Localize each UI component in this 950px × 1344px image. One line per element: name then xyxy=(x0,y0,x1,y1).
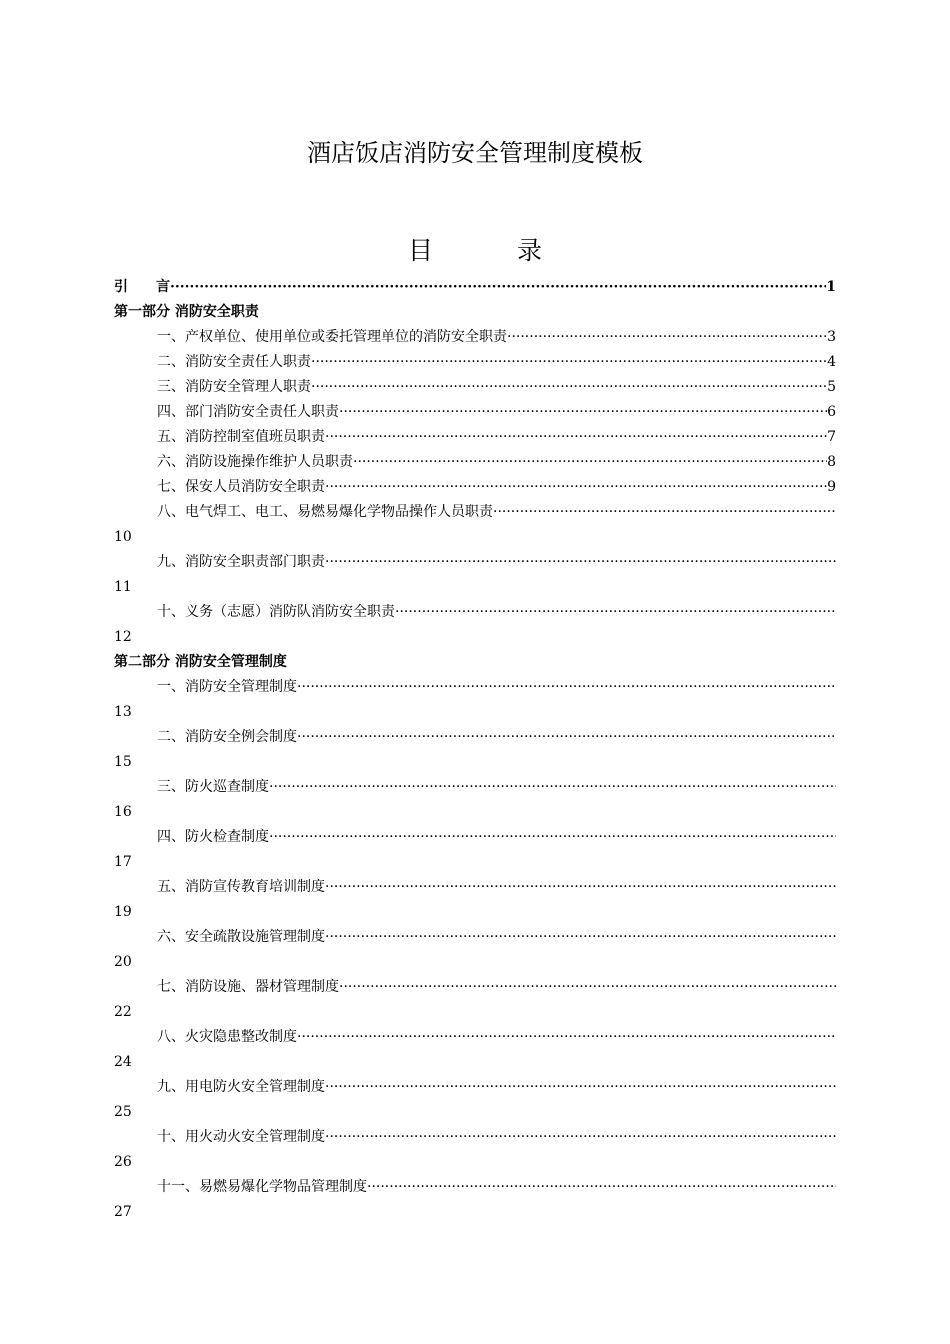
toc-part1-list xyxy=(114,325,836,650)
leader-dots xyxy=(325,1125,836,1150)
toc-entry[interactable] xyxy=(114,775,836,800)
toc-page-number: 13 xyxy=(114,704,132,720)
toc-part2-heading: 第二部分 消防安全管理制度 xyxy=(114,654,287,670)
leader-dots xyxy=(395,600,836,625)
toc-entry-label: 十一、易燃易爆化学物品管理制度 xyxy=(157,1179,367,1195)
toc-page-number: 1 xyxy=(826,279,836,295)
toc-page-number: 25 xyxy=(114,1104,132,1120)
toc-entry[interactable] xyxy=(114,325,836,350)
toc-page-number: 17 xyxy=(114,854,132,870)
leader-dots xyxy=(311,375,827,400)
toc-entry[interactable] xyxy=(114,450,836,475)
leader-dots xyxy=(325,1075,836,1100)
intro-label-b: 言 xyxy=(156,279,170,295)
toc-entry-label: 七、消防设施、器材管理制度 xyxy=(157,979,339,995)
toc-entry-label: 六、消防设施操作维护人员职责 xyxy=(157,454,353,470)
toc-page-number: 6 xyxy=(827,404,836,420)
toc-entry[interactable] xyxy=(114,925,836,950)
toc-entry-label: 四、部门消防安全责任人职责 xyxy=(157,404,339,420)
toc-page-number: 12 xyxy=(114,629,132,645)
toc-entry-label: 九、消防安全职责部门职责 xyxy=(157,554,325,570)
toc-page-number: 22 xyxy=(114,1004,132,1020)
toc-entry-label: 一、消防安全管理制度 xyxy=(157,679,297,695)
toc-page-number: 20 xyxy=(114,954,132,970)
toc-entry-label: 三、消防安全管理人职责 xyxy=(157,379,311,395)
toc-entry-label: 一、产权单位、使用单位或委托管理单位的消防安全职责 xyxy=(157,329,507,345)
toc-entry-label: 十、义务（志愿）消防队消防安全职责 xyxy=(157,604,395,620)
toc-heading xyxy=(0,230,950,272)
toc-entry-intro[interactable] xyxy=(114,275,836,300)
toc-entry[interactable] xyxy=(114,475,836,500)
leader-dots xyxy=(325,550,836,575)
toc-page-number: 4 xyxy=(827,354,836,370)
toc-entry[interactable] xyxy=(114,1175,836,1200)
toc-entry[interactable] xyxy=(114,550,836,575)
toc-entry[interactable] xyxy=(114,350,836,375)
leader-dots xyxy=(325,475,827,500)
leader-dots xyxy=(297,1025,836,1050)
toc-entry[interactable] xyxy=(114,975,836,1000)
leader-dots xyxy=(339,975,836,1000)
toc-entry-label: 二、消防安全责任人职责 xyxy=(157,354,311,370)
toc-page-number: 10 xyxy=(114,529,132,545)
toc-entry-label xyxy=(114,275,170,300)
leader-dots xyxy=(269,775,836,800)
toc-part1-heading: 第一部分 消防安全职责 xyxy=(114,304,259,320)
leader-dots xyxy=(297,725,836,750)
leader-dots xyxy=(367,1175,836,1200)
table-of-contents xyxy=(114,275,836,1225)
leader-dots xyxy=(507,325,827,350)
toc-page-number: 16 xyxy=(114,804,132,820)
intro-label-a: 引 xyxy=(114,279,128,295)
toc-entry[interactable] xyxy=(114,1025,836,1050)
toc-heading-left: 目 xyxy=(407,236,433,265)
toc-entry-label: 十、用火动火安全管理制度 xyxy=(157,1129,325,1145)
toc-entry[interactable] xyxy=(114,875,836,900)
leader-dots xyxy=(325,875,836,900)
toc-page-number: 26 xyxy=(114,1154,132,1170)
toc-page-number: 5 xyxy=(827,379,836,395)
toc-entry[interactable] xyxy=(114,725,836,750)
toc-page-number: 15 xyxy=(114,754,132,770)
toc-entry[interactable] xyxy=(114,425,836,450)
toc-heading-right: 录 xyxy=(517,236,543,265)
leader-dots xyxy=(325,425,827,450)
leader-dots xyxy=(325,925,836,950)
toc-entry[interactable] xyxy=(114,675,836,700)
toc-entry-label: 五、消防控制室值班员职责 xyxy=(157,429,325,445)
leader-dots xyxy=(353,450,827,475)
toc-entry-label: 二、消防安全例会制度 xyxy=(157,729,297,745)
leader-dots xyxy=(297,675,836,700)
toc-page-number: 11 xyxy=(114,579,132,595)
toc-entry-label: 九、用电防火安全管理制度 xyxy=(157,1079,325,1095)
leader-dots xyxy=(311,350,827,375)
leader-dots xyxy=(493,500,836,525)
toc-page-number: 24 xyxy=(114,1054,132,1070)
leader-dots xyxy=(339,400,827,425)
toc-entry-label: 四、防火检查制度 xyxy=(157,829,269,845)
toc-page-number: 7 xyxy=(827,429,836,445)
toc-entry[interactable] xyxy=(114,375,836,400)
toc-entry-label: 五、消防宣传教育培训制度 xyxy=(157,879,325,895)
toc-page-number: 9 xyxy=(827,479,836,495)
toc-page-number: 19 xyxy=(114,904,132,920)
toc-entry[interactable] xyxy=(114,1075,836,1100)
toc-part2-list xyxy=(114,675,836,1225)
toc-entry-label: 八、电气焊工、电工、易燃易爆化学物品操作人员职责 xyxy=(157,504,493,520)
toc-page-number: 3 xyxy=(827,329,836,345)
toc-entry[interactable] xyxy=(114,400,836,425)
leader-dots xyxy=(269,825,836,850)
toc-entry[interactable] xyxy=(114,1125,836,1150)
toc-page-number: 8 xyxy=(827,454,836,470)
toc-entry[interactable] xyxy=(114,500,836,525)
leader-dots xyxy=(170,275,826,300)
toc-page-number: 27 xyxy=(114,1204,132,1220)
toc-entry[interactable] xyxy=(114,600,836,625)
toc-entry-label: 三、防火巡查制度 xyxy=(157,779,269,795)
toc-entry-label: 七、保安人员消防安全职责 xyxy=(157,479,325,495)
document-title: 酒店饭店消防安全管理制度模板 xyxy=(307,139,643,167)
toc-entry-label: 八、火灾隐患整改制度 xyxy=(157,1029,297,1045)
toc-entry-label: 六、安全疏散设施管理制度 xyxy=(157,929,325,945)
toc-entry[interactable] xyxy=(114,825,836,850)
